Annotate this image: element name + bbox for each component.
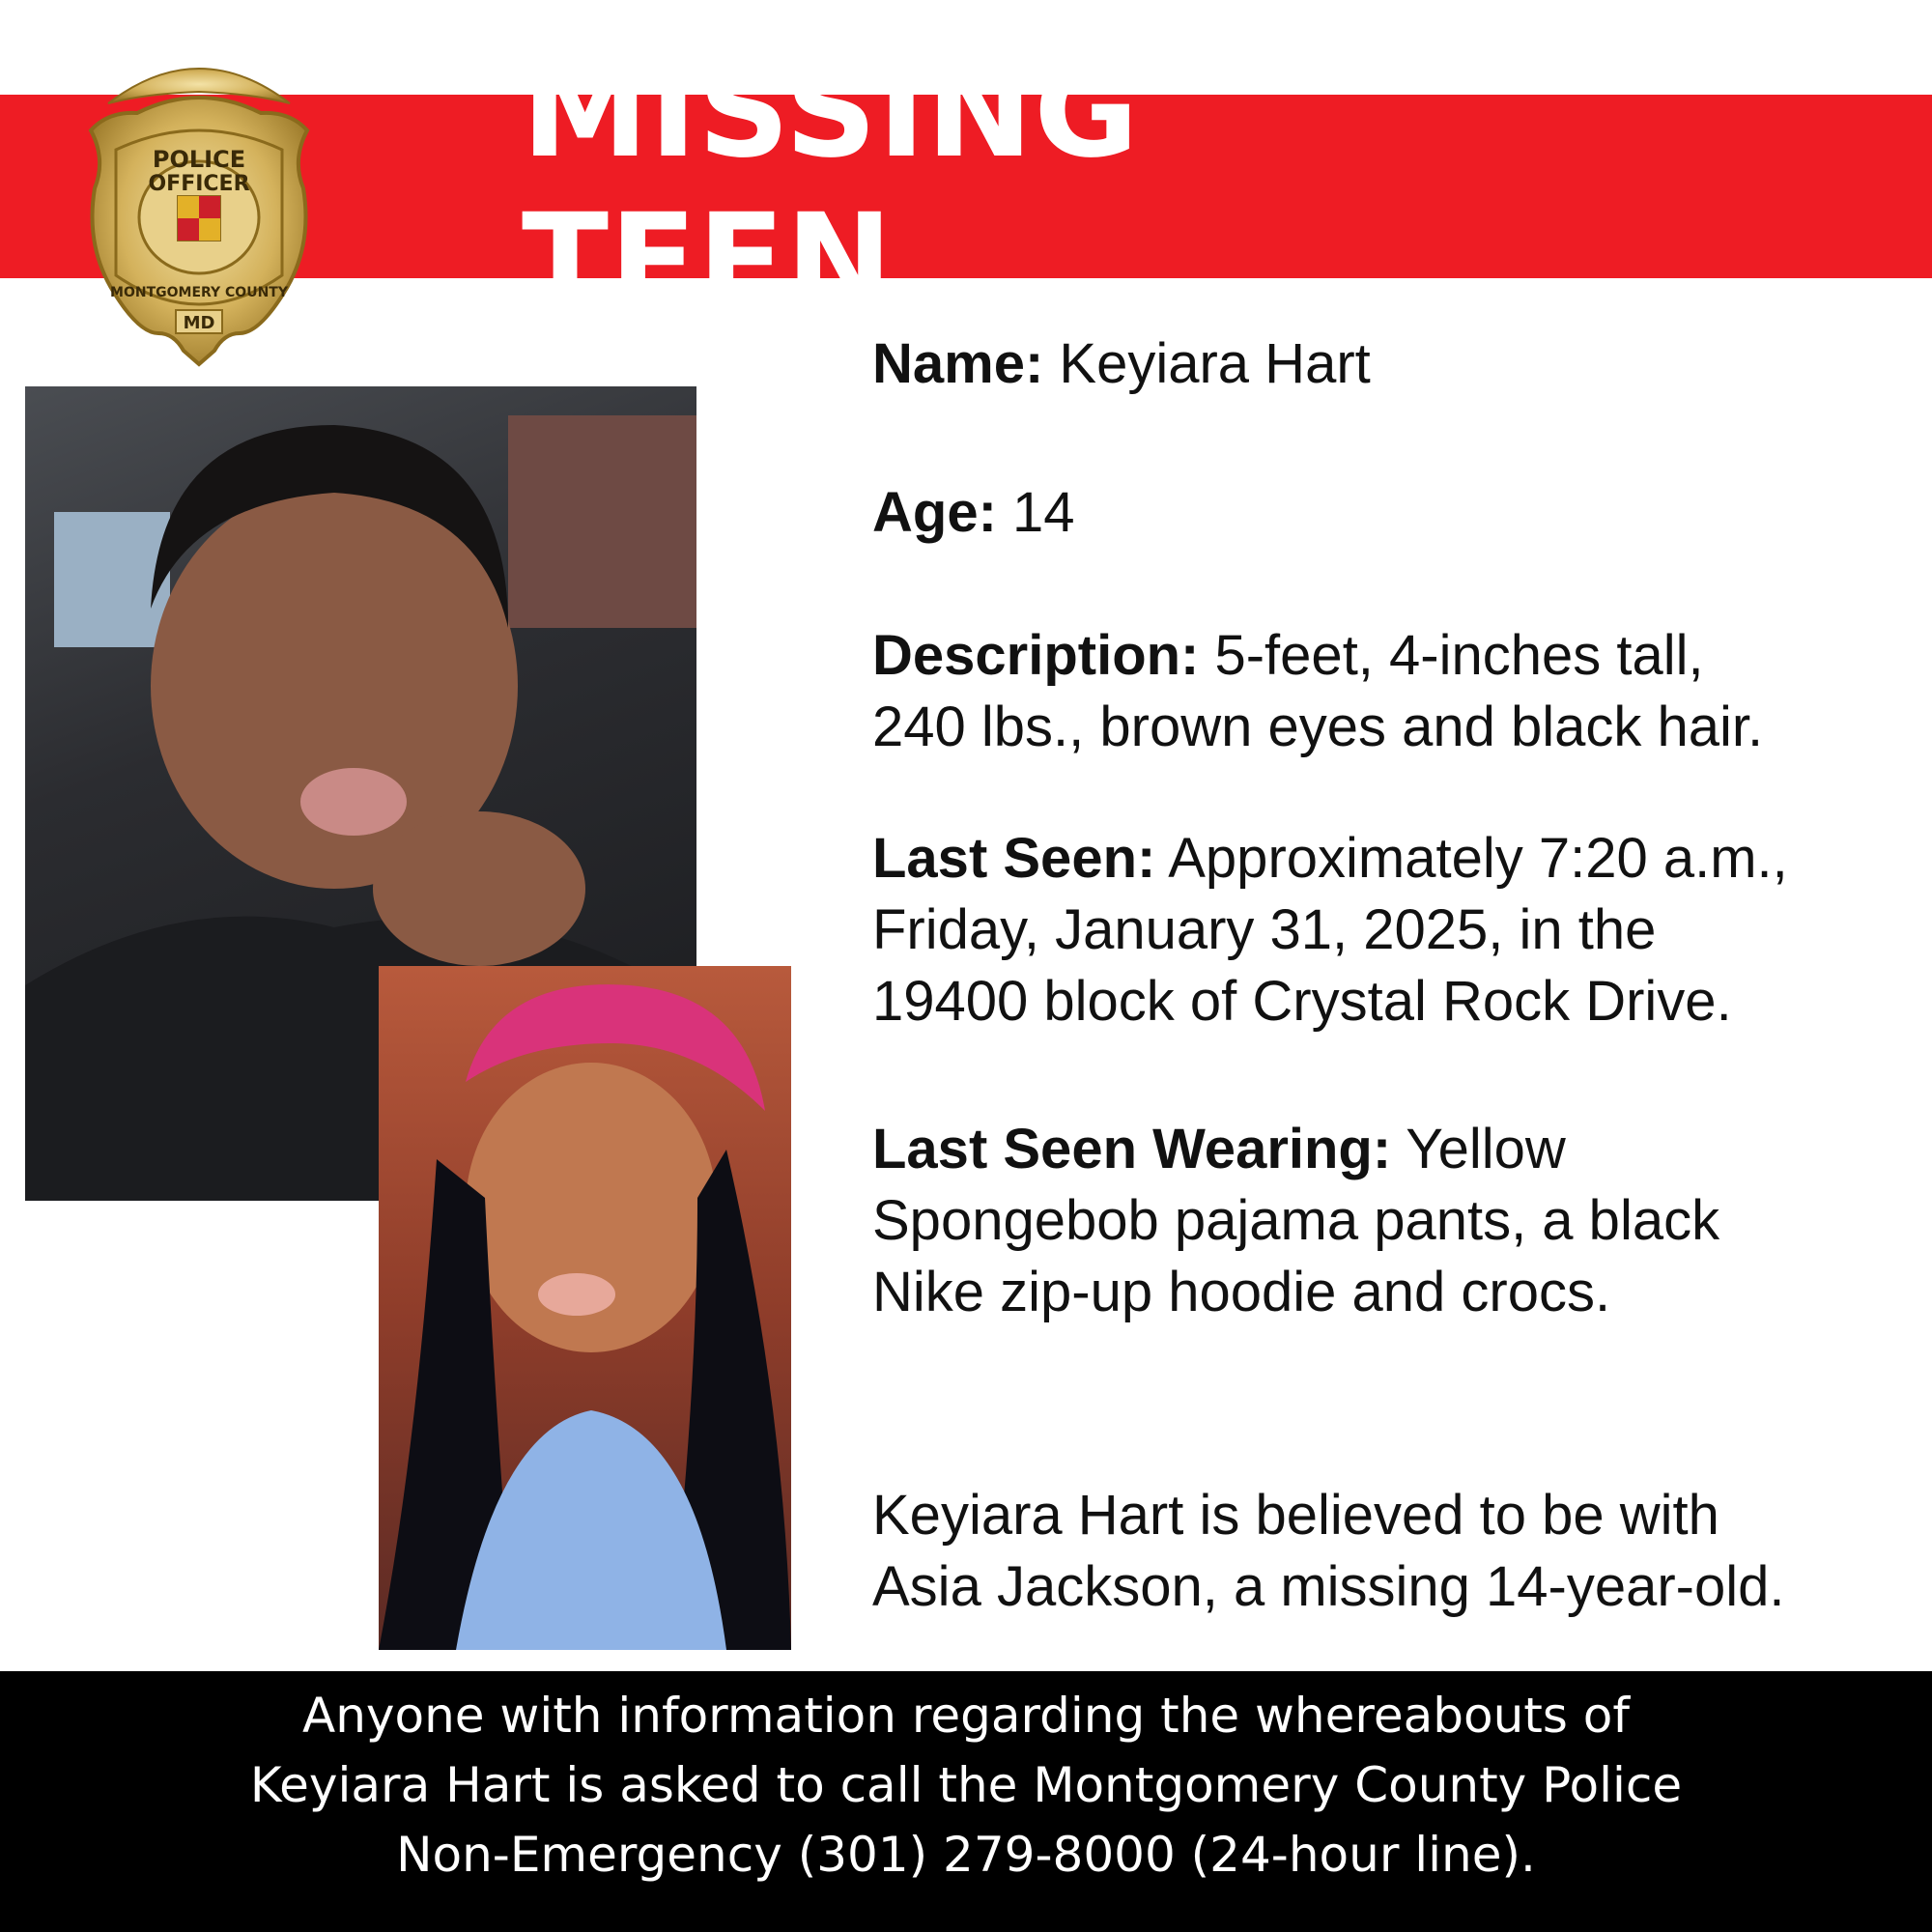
- field-last-seen-wearing: [872, 1114, 1925, 1328]
- field-description: [872, 620, 1925, 763]
- badge-text-police: POLICE: [152, 146, 246, 173]
- description-value-line1: 5-feet, 4-inches tall,: [1199, 624, 1704, 687]
- badge-text-county: MONTGOMERY COUNTY: [110, 285, 288, 300]
- footer-line1: Anyone with information regarding the whereabouts of: [302, 1688, 1630, 1744]
- age-label: Age:: [872, 481, 997, 544]
- banner-title: MISSING TEEN: [522, 38, 1140, 335]
- wearing-value-line1: Yellow: [1391, 1118, 1566, 1180]
- description-label: Description:: [872, 624, 1200, 687]
- field-age: [872, 477, 1925, 549]
- footer-line2: Keyiara Hart is asked to call the Montgomery County Police: [249, 1757, 1683, 1813]
- badge-text-md: MD: [183, 313, 215, 333]
- field-name: [872, 328, 1925, 400]
- wearing-value-line2: Spongebob pajama pants, a black: [872, 1189, 1720, 1252]
- age-value: 14: [996, 481, 1075, 544]
- last-seen-value-line3: 19400 block of Crystal Rock Drive.: [872, 970, 1732, 1033]
- field-last-seen: [872, 823, 1925, 1037]
- name-label: Name:: [872, 332, 1044, 395]
- companion-note: [872, 1480, 1925, 1623]
- note-line2: Asia Jackson, a missing 14-year-old.: [872, 1555, 1785, 1618]
- name-value: Keyiara Hart: [1043, 332, 1371, 395]
- footer-line3: Non-Emergency (301) 279-8000 (24-hour line).: [396, 1827, 1536, 1883]
- police-badge-logo: [70, 43, 328, 372]
- note-line1: Keyiara Hart is believed to be with: [872, 1484, 1719, 1547]
- contact-instructions: [97, 1681, 1835, 1889]
- contact-footer: [0, 1671, 1932, 1932]
- badge-text-officer: OFFICER: [148, 172, 250, 196]
- last-seen-label: Last Seen:: [872, 827, 1156, 890]
- wearing-value-line3: Nike zip-up hoodie and crocs.: [872, 1261, 1611, 1323]
- last-seen-value-line2: Friday, January 31, 2025, in the: [872, 898, 1657, 961]
- wearing-label: Last Seen Wearing:: [872, 1118, 1392, 1180]
- description-value-line2: 240 lbs., brown eyes and black hair.: [872, 696, 1764, 758]
- missing-person-photo-brick-wall: [379, 966, 791, 1650]
- last-seen-value-line1: Approximately 7:20 a.m.,: [1155, 827, 1788, 890]
